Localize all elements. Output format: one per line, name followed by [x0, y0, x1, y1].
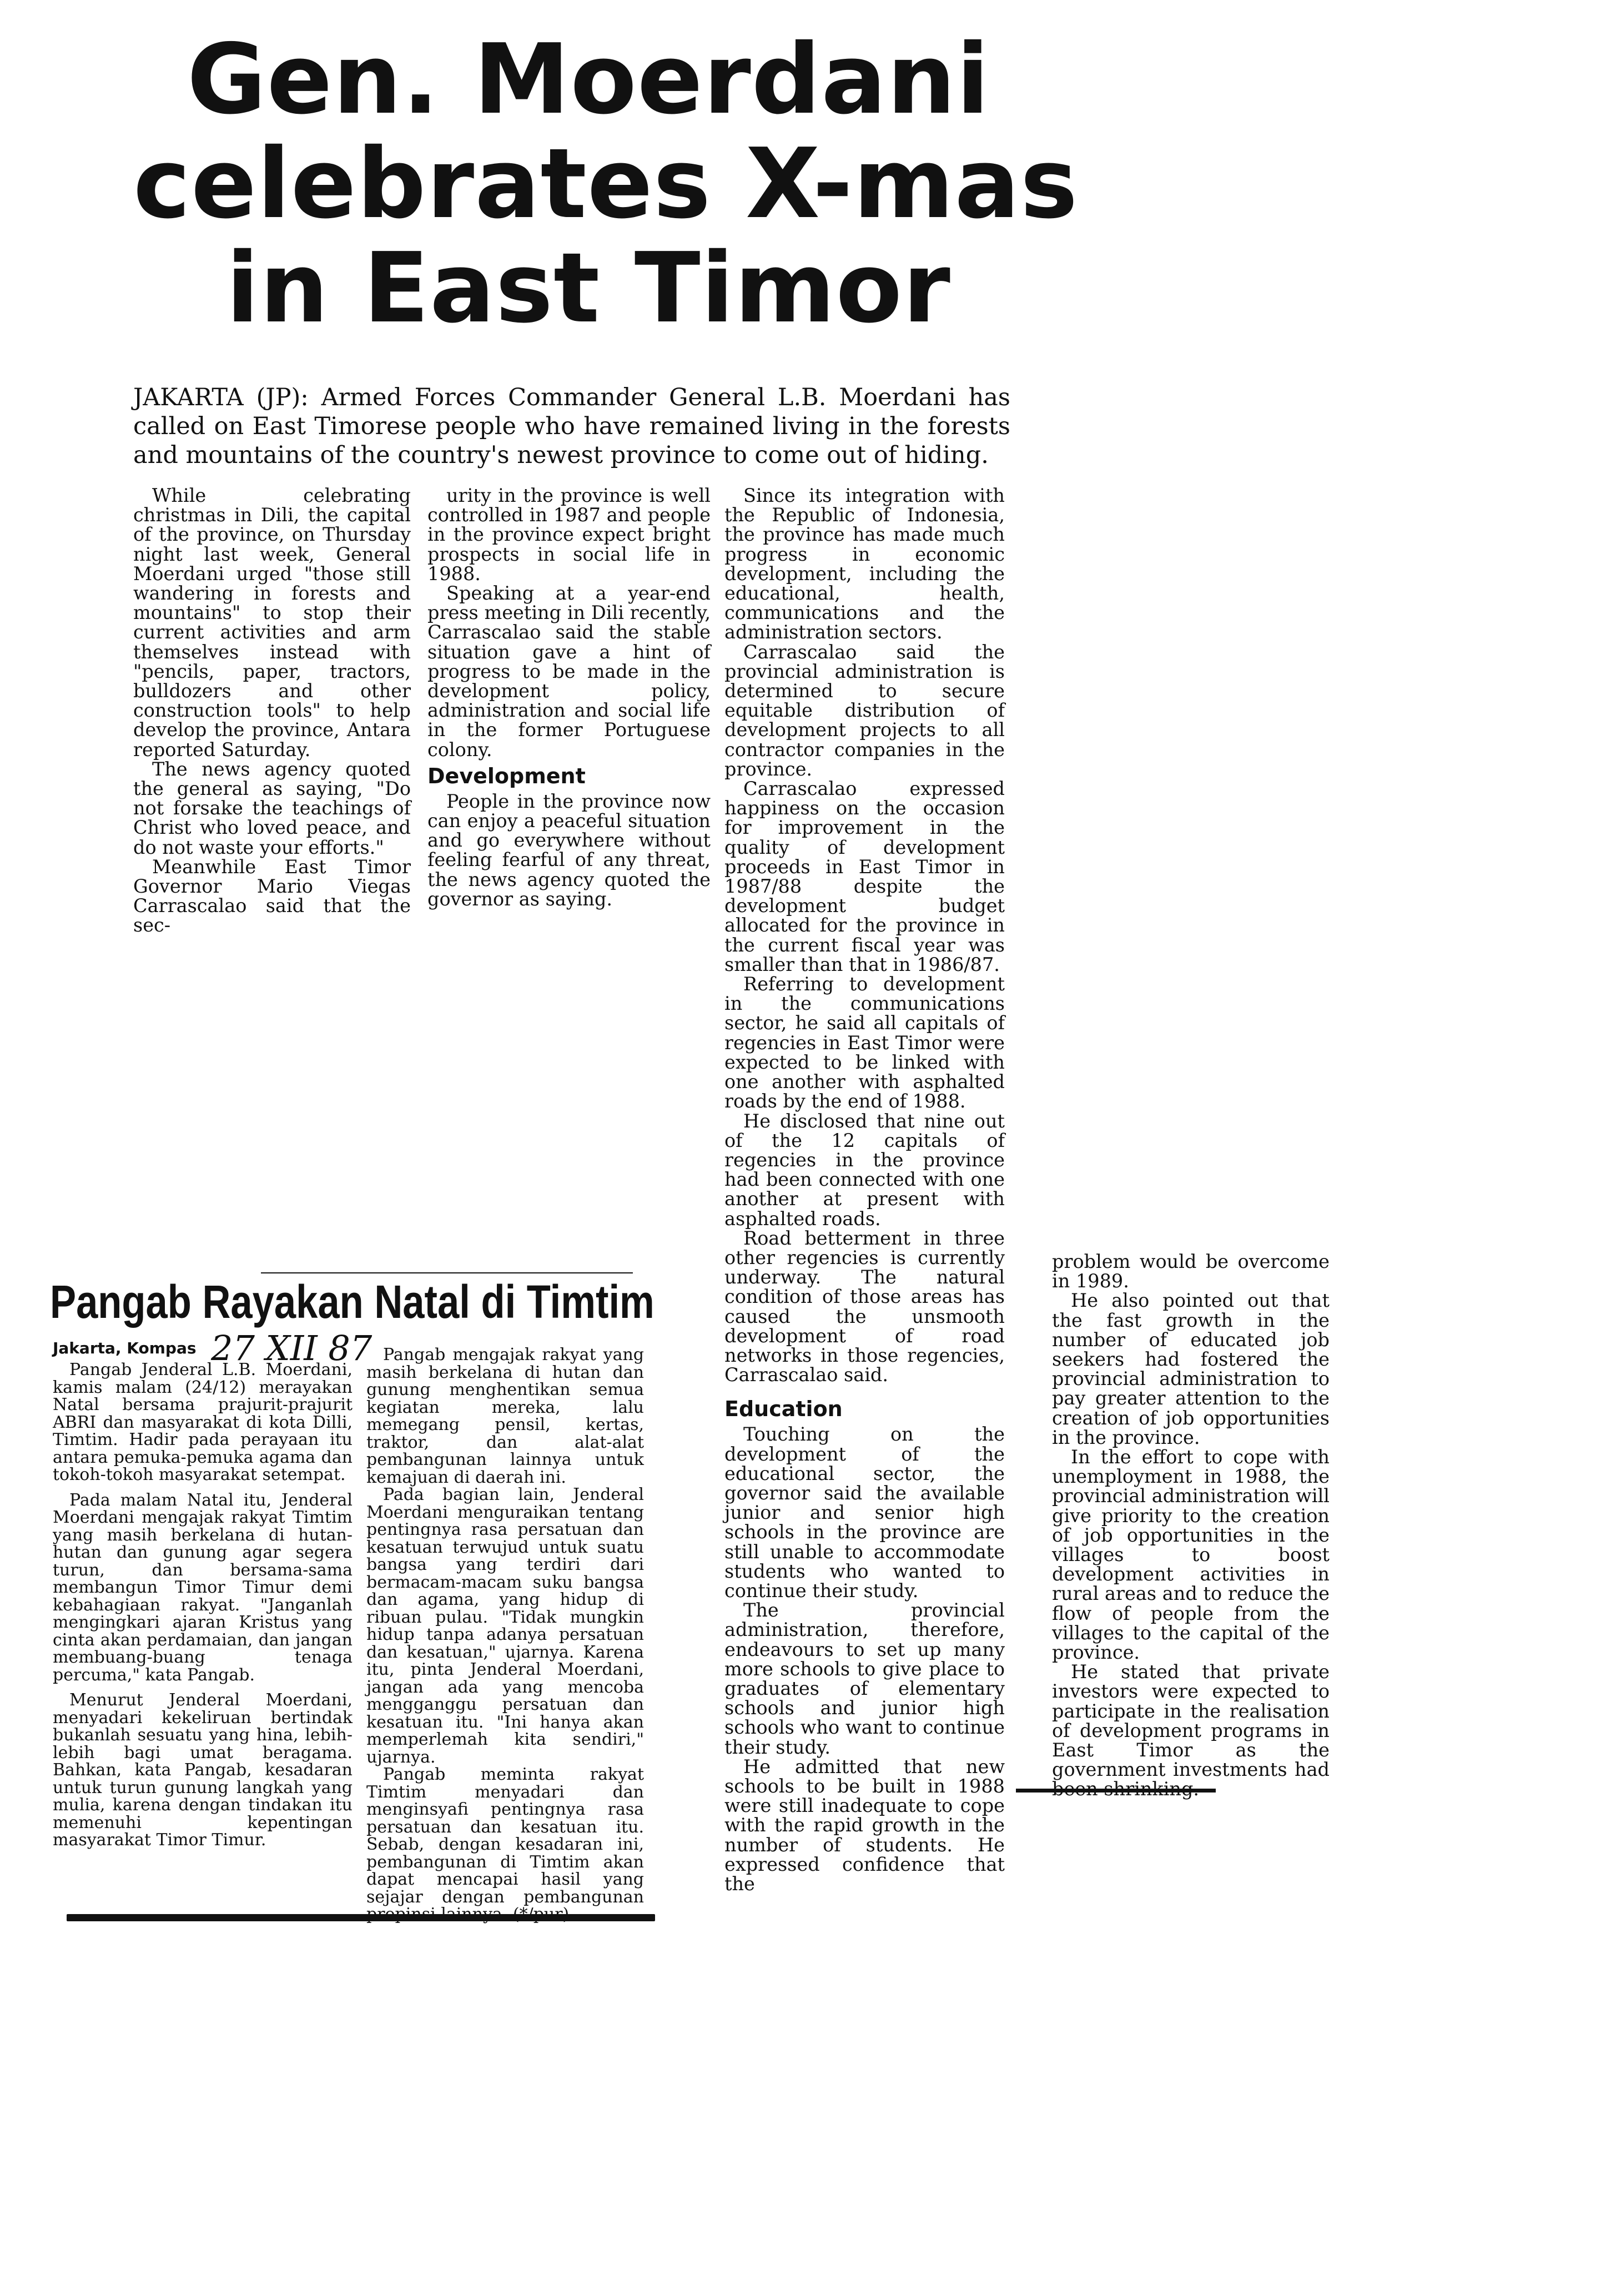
col3-para-6: Road betterment in three other regencies is currently underway. The natural condition of those areas has caused the unsmooth development of road networks in those regencies, Carrascalao said. [724, 1227, 1005, 1386]
kompas-dateline: Jakarta, Kompas [53, 1339, 197, 1357]
article-column-2 [427, 486, 711, 909]
col3-para-5: He disclosed that nine out of the 12 capitals of regencies in the province had been connected with one another at present with asphalted roads. [724, 1110, 1005, 1230]
col3-para-3: Carrascalao expressed happiness on the occasion for improvement in the quality of development proceeds in East Timor in 1987/88 despite the development budget allocated for the province in the current fiscal year was smaller than that in 1986/87. [724, 778, 1005, 975]
col4-para-2: He also pointed out that the fast growth in the number of educated job seekers had fostered the provincial administration to pay greater attention to the creation of job opportunities in the province. [1052, 1290, 1330, 1448]
headline-line-1: Gen. Moerdani [187, 23, 990, 136]
col3-para-4: Referring to development in the communications sector, he said all capitals of regencies in East Timor were expected to be linked with one another with asphalted roads by the end of 1988. [724, 973, 1005, 1112]
col2-para-2: Speaking at a year-end press meeting in Dili recently, Carrascalao said the stable situation gave a hint of progress to be made in the development policy, administration and social life in the former Portuguese colony. [427, 582, 711, 761]
article-column-3 [724, 486, 1005, 1894]
col1-para-1: While celebrating christmas in Dili, the capital of the province, on Thursday night last week, General Moerdani urged "those still wandering in forests and mountains" to stop their current activities and arm themselves instead with "pencils, paper, tractors, bulldozers and other construction tools" to help develop the province, Antara reported Saturday. [133, 485, 411, 761]
col1-para-3: Meanwhile East Timor Governor Mario Viegas Carrascalao said that the sec- [133, 855, 411, 936]
col2-para-1: urity in the province is well controlled in 1987 and people in the province expect bright prospects in social life in 1988. [427, 485, 711, 585]
col3-para-7: Touching on the development of the educational sector, the governor said the available junior and senior high schools in the province are still unable to accommodate students who wanted to continue their study. [724, 1423, 1005, 1602]
col1-para-2: The news agency quoted the general as saying, "Do not forsake the teachings of Christ who loved peace, and do not waste your efforts." [133, 758, 411, 858]
headline-line-3: in East Timor [226, 232, 951, 345]
kompas-column-1 [53, 1361, 353, 1857]
col4-para-3: In the effort to cope with unemployment in 1988, the provincial administration will give priority to the creation of job opportunities in the villages to boost development activities in rural areas and to reduce the flow of people from the villages to the capital of the province. [1052, 1446, 1330, 1664]
kompas-col2-para-2: Pada bagian lain, Jenderal Moerdani menguraikan tentang pentingnya rasa persatuan dan kesatuan terwujud untuk suatu bangsa yang terdiri dari bermacam-macam suku bangsa dan agama, yang hidup di ribuan pulau. "Tidak mungkin hidup tanpa adanya persatuan dan kesatuan," ujarnya. Karena itu, pinta Jenderal Moerdani, jangan ada yang mencoba mengganggu persatuan dan kesatuan itu. "Ini hanya akan memperlemah kita sendiri," ujarnya. [366, 1485, 644, 1767]
col4-para-1: problem would be overcome in 1989. [1052, 1251, 1330, 1292]
kompas-headline: Pangab Rayakan Natal di Timtim [50, 1276, 655, 1328]
headline [133, 23, 1079, 345]
col4-para-4: He stated that private investors were expected to participate in the realisation of development programs in East Timor as the government investments had [1052, 1661, 1330, 1781]
kompas-col2-para-1: Pangab mengajak rakyat yang masih berkelana di hutan dan gunung menghentikan semua kegiatan mereka, lalu memegang pensil, kertas, traktor, dan alat-alat pembangunan lainnya untuk kemajuan di daerah ini. [366, 1345, 644, 1487]
kompas-bottom-rule [67, 1914, 655, 1921]
handwritten-date: 27 XII 87 [211, 1328, 372, 1368]
kompas-col1-para-2: Pada malam Natal itu, Jenderal Moerdani mengajak rakyat Timtim yang masih berkelana di hutan-hutan dan gunung agar segera turun, dan bersama-sama membangun Timor Timur demi kebahagiaan rakyat. "Janganlah mengingkari ajaran Kristus yang cinta akan perdamaian, dan jangan membuang-buang tenaga percuma," kata Pangab. [53, 1490, 353, 1685]
kompas-col1-para-1: Pangab Jenderal L.B. Moerdani, kamis malam (24/12) merayakan Natal bersama prajurit-prajurit ABRI dan masyarakat di kota Dilli, Timtim. Hadir pada perayaan itu antara pemuka-pemuka agama dan tokoh-tokoh masyarakat setempat. [53, 1360, 353, 1484]
col3-para-9: He admitted that new schools to be built in 1988 were still inadequate to cope with the rapid growth in the number of students. He expressed confidence that the [724, 1755, 1005, 1895]
column-end-rule [1016, 1789, 1216, 1793]
col3-para-8: The provincial administration, therefore, endeavours to set up many more schools to give place to graduates of elementary schools and junior high schools who want to continue their study. [724, 1599, 1005, 1758]
lead-paragraph: JAKARTA (JP): Armed Forces Commander General L.B. Moerdani has called on East Timorese people who have remained living in the forests and mountains of the country's newest province to come out of hiding. [133, 384, 1010, 469]
col3-para-2: Carrascalao said the provincial administration is determined to secure equitable distribution of development projects to all contractor companies in the province. [724, 641, 1005, 780]
article-column-1 [133, 486, 411, 935]
col3-para-1: Since its integration with the Republic of Indonesia, the province has made much progress in economic development, including the educational, health, communications and the administration sectors. [724, 485, 1005, 643]
kompas-column-2 [366, 1346, 644, 1924]
kompas-col1-para-3: Menurut Jenderal Moerdani, menyadari kekeliruan bertindak bukanlah sesuatu yang hina, lebih-lebih bagi umat beragama. Bahkan, kata Pangab, kesadaran untuk turun gunung langkah yang mulia, karena dengan tindakan itu memenuhi kepentingan masyarakat Timor Timur. [53, 1690, 353, 1850]
kompas-top-rule [261, 1272, 633, 1273]
headline-line-2: celebrates X-mas [133, 128, 1079, 240]
col2-para-3: People in the province now can enjoy a peaceful situation and go everywhere without feeling fearful of any threat, the news agency quoted the governor as saying. [427, 790, 711, 910]
education-subheading: Education [724, 1397, 843, 1422]
development-subheading: Development [427, 763, 586, 788]
kompas-col2-para-3: Pangab meminta rakyat Timtim menyadari dan menginsyafi pentingnya rasa persatuan dan kesatuan itu. Sebab, dengan kesadaran ini, pembangunan di Timtim akan dapat mencapai hasil yang sejajar dengan pembangunan [366, 1765, 644, 1907]
article-column-4 [1052, 1252, 1330, 1799]
